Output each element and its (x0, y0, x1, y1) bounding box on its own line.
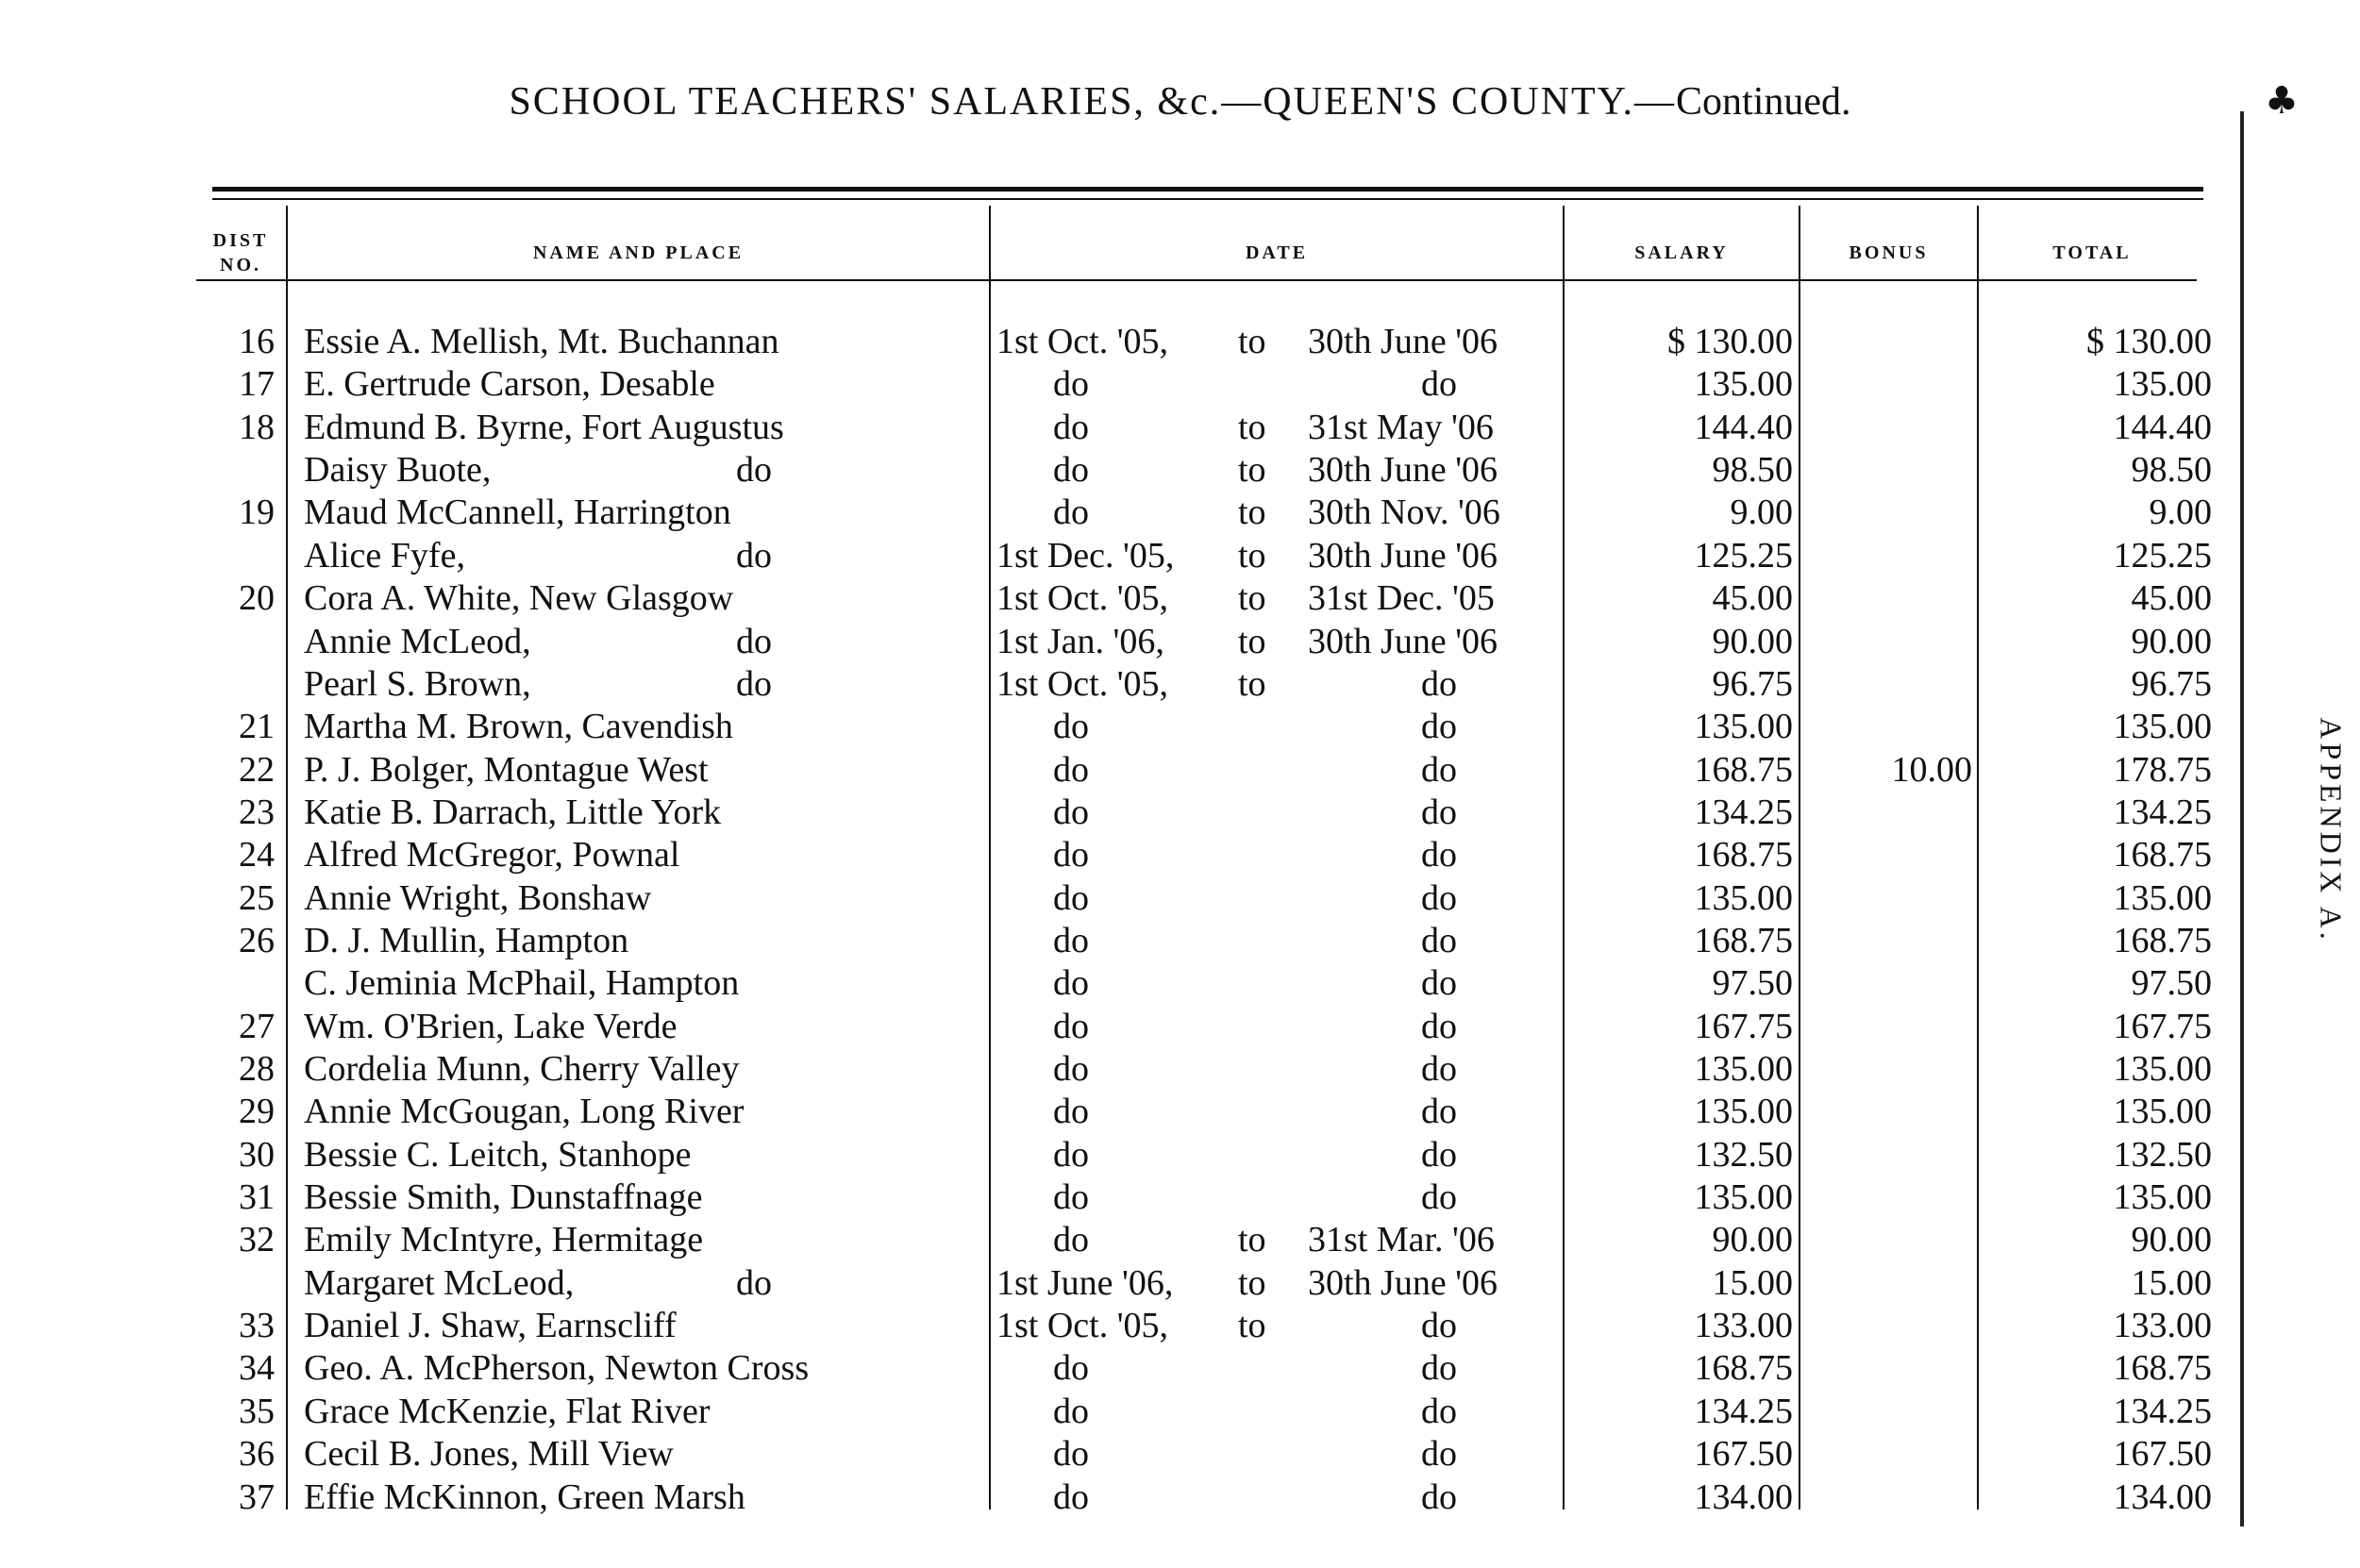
date-from: do (1053, 1348, 1089, 1389)
teacher-name: Annie McLeod, (304, 621, 531, 661)
salary-value: 135.00 (1694, 1049, 1793, 1089)
table-row (0, 407, 2360, 449)
dist-number: 24 (239, 835, 275, 876)
table-row (0, 1347, 2360, 1390)
header-dist-line1: DIST (212, 230, 269, 251)
table-row (0, 363, 2360, 406)
salary-value: 90.00 (1712, 621, 1793, 661)
date-until: do (1421, 877, 1457, 918)
teacher-name: E. Gertrude Carson, Desable (304, 364, 715, 405)
date-from: do (1053, 963, 1089, 1004)
total-value: 135.00 (2113, 707, 2212, 747)
page-title-continued: Continued. (1676, 80, 1851, 124)
teacher-name: Annie Wright, Bonshaw (304, 877, 652, 918)
header-salary: SALARY (1634, 242, 1729, 263)
date-to-word: to (1238, 1262, 1266, 1303)
date-until: 30th June '06 (1308, 450, 1498, 491)
place-ditto: do (736, 450, 772, 491)
teacher-name: Geo. A. McPherson, Newton Cross (304, 1348, 810, 1389)
teacher-name: Maud McCannell, Harrington (304, 492, 731, 533)
table-row (0, 834, 2360, 876)
table-row (0, 577, 2360, 620)
salary-value: 144.40 (1694, 407, 1793, 447)
date-from: do (1053, 749, 1089, 790)
salary-value: 45.00 (1712, 578, 1793, 619)
dist-number: 28 (239, 1049, 275, 1089)
date-to-word: to (1238, 621, 1266, 661)
date-from: 1st Oct. '05, (996, 1306, 1169, 1345)
teacher-name: Essie A. Mellish, Mt. Buchannan (304, 322, 779, 361)
teacher-name: Edmund B. Byrne, Fort Augustus (304, 407, 784, 447)
teacher-name: Alice Fyfe, (304, 535, 465, 575)
header-dist-line2: NO. (220, 255, 261, 275)
total-value: $ 130.00 (2086, 322, 2212, 361)
place-ditto: do (736, 621, 772, 661)
date-until: 31st Dec. '05 (1308, 578, 1495, 619)
date-to-word: to (1238, 450, 1266, 491)
header-dist-no (198, 225, 283, 281)
total-value: 132.50 (2113, 1134, 2212, 1175)
teacher-name: Bessie Smith, Dunstaffnage (304, 1177, 703, 1217)
dist-number: 30 (239, 1134, 275, 1175)
salary-value: 9.00 (1730, 492, 1793, 533)
teacher-name: Martha M. Brown, Cavendish (304, 707, 733, 747)
dist-number: 26 (239, 920, 275, 960)
date-to-word: to (1238, 578, 1266, 619)
date-to-word: to (1238, 535, 1266, 575)
table-row (0, 920, 2360, 962)
dist-number: 37 (239, 1476, 275, 1517)
page-title-main: SCHOOL TEACHERS' SALARIES, &c.—QUEEN'S COUNTY.— (509, 80, 1677, 124)
teacher-name: D. J. Mullin, Hampton (304, 920, 629, 960)
table-row (0, 1262, 2360, 1305)
teacher-name: P. J. Bolger, Montague West (304, 749, 709, 790)
date-until: 31st Mar. '06 (1308, 1220, 1495, 1260)
teacher-name: Bessie C. Leitch, Stanhope (304, 1134, 692, 1175)
date-from: do (1053, 1434, 1089, 1475)
teacher-name: Wm. O'Brien, Lake Verde (304, 1006, 678, 1046)
dist-number: 16 (239, 322, 275, 361)
total-value: 90.00 (2131, 1220, 2212, 1260)
date-from: do (1053, 1092, 1089, 1132)
teacher-name: Emily McIntyre, Hermitage (304, 1220, 704, 1260)
dist-number: 19 (239, 492, 275, 533)
salary-value: 135.00 (1694, 707, 1793, 747)
table-row (0, 1219, 2360, 1261)
bonus-value: 10.00 (1891, 749, 1972, 790)
table-row (0, 1006, 2360, 1048)
table-row (0, 706, 2360, 748)
date-to-word: to (1238, 492, 1266, 533)
total-value: 134.25 (2113, 1391, 2212, 1431)
appendix-label: APPENDIX A. (2314, 717, 2349, 943)
dist-number: 25 (239, 877, 275, 918)
total-value: 9.00 (2149, 492, 2212, 533)
place-ditto: do (736, 535, 772, 575)
date-until: do (1421, 1434, 1457, 1475)
dist-number: 22 (239, 749, 275, 790)
salary-value: 97.50 (1712, 963, 1793, 1004)
date-until: do (1421, 963, 1457, 1004)
date-from: do (1053, 1134, 1089, 1175)
teacher-name: Alfred McGregor, Pownal (304, 835, 680, 876)
total-value: 45.00 (2131, 578, 2212, 619)
date-from: do (1053, 1177, 1089, 1217)
date-until: do (1421, 1134, 1457, 1175)
dist-number: 31 (239, 1177, 275, 1217)
date-from: do (1053, 364, 1089, 405)
teacher-name: Effie McKinnon, Green Marsh (304, 1476, 745, 1517)
date-until: 31st May '06 (1308, 407, 1494, 447)
date-from: do (1053, 1006, 1089, 1046)
total-value: 168.75 (2113, 835, 2212, 876)
teacher-name: Grace McKenzie, Flat River (304, 1391, 711, 1431)
header-name-place: NAME AND PLACE (532, 242, 745, 263)
table-row (0, 1091, 2360, 1133)
date-until: do (1421, 749, 1457, 790)
table-row (0, 877, 2360, 920)
salary-value: 96.75 (1712, 663, 1793, 704)
teacher-name: Margaret McLeod, (304, 1262, 575, 1303)
date-until: do (1421, 792, 1457, 832)
table-row (0, 1048, 2360, 1091)
total-value: 134.00 (2113, 1476, 2212, 1517)
total-value: 168.75 (2113, 1348, 2212, 1389)
salary-value: 168.75 (1694, 749, 1793, 790)
date-from: do (1053, 492, 1089, 533)
salary-value: 167.75 (1694, 1006, 1793, 1046)
table-row (0, 1305, 2360, 1347)
date-from: do (1053, 707, 1089, 747)
total-value: 134.25 (2113, 792, 2212, 832)
teacher-name: Pearl S. Brown, (304, 663, 531, 704)
table-row (0, 492, 2360, 534)
date-to-word: to (1238, 663, 1266, 704)
dist-number: 34 (239, 1348, 275, 1389)
total-value: 98.50 (2131, 450, 2212, 491)
dist-number: 18 (239, 407, 275, 447)
total-value: 167.50 (2113, 1434, 2212, 1475)
dist-number: 32 (239, 1220, 275, 1260)
date-to-word: to (1238, 1220, 1266, 1260)
dist-number: 17 (239, 364, 275, 405)
table-row (0, 663, 2360, 706)
date-until: do (1421, 1049, 1457, 1089)
salary-value: 135.00 (1694, 1092, 1793, 1132)
date-from: 1st Oct. '05, (996, 578, 1169, 619)
date-from: 1st Oct. '05, (996, 322, 1169, 361)
date-until: do (1421, 835, 1457, 876)
date-from: do (1053, 407, 1089, 447)
header-bonus: BONUS (1849, 242, 1929, 263)
salary-value: 168.75 (1694, 1348, 1793, 1389)
date-until: 30th June '06 (1308, 1262, 1498, 1303)
salary-value: 134.00 (1694, 1476, 1793, 1517)
table-row (0, 321, 2360, 363)
date-until: 30th Nov. '06 (1308, 492, 1500, 533)
total-value: 15.00 (2131, 1262, 2212, 1303)
header-total: TOTAL (2052, 242, 2132, 263)
salary-value: 90.00 (1712, 1220, 1793, 1260)
date-from: 1st Dec. '05, (996, 535, 1175, 575)
salary-value: 133.00 (1694, 1306, 1793, 1345)
corner-mark-icon: ♣ (2265, 79, 2299, 123)
salary-value: 167.50 (1694, 1434, 1793, 1475)
date-until: do (1421, 920, 1457, 960)
salary-value: 132.50 (1694, 1134, 1793, 1175)
salary-value: 168.75 (1694, 920, 1793, 960)
table-row (0, 792, 2360, 834)
dist-number: 27 (239, 1006, 275, 1046)
date-from: do (1053, 1391, 1089, 1431)
dist-number: 23 (239, 792, 275, 832)
table-row (0, 449, 2360, 492)
date-from: do (1053, 1476, 1089, 1517)
total-value: 90.00 (2131, 621, 2212, 661)
table-row (0, 1176, 2360, 1219)
date-until: 30th June '06 (1308, 322, 1498, 361)
date-to-word: to (1238, 407, 1266, 447)
date-until: do (1421, 1177, 1457, 1217)
total-value: 135.00 (2113, 1177, 2212, 1217)
table-row (0, 621, 2360, 663)
date-from: do (1053, 877, 1089, 918)
date-until: do (1421, 1476, 1457, 1517)
total-value: 168.75 (2113, 920, 2212, 960)
total-value: 96.75 (2131, 663, 2212, 704)
date-until: do (1421, 1092, 1457, 1132)
salary-value: $ 130.00 (1667, 322, 1793, 361)
dist-number: 35 (239, 1391, 275, 1431)
salary-value: 98.50 (1712, 450, 1793, 491)
salary-value: 135.00 (1694, 364, 1793, 405)
table-top-rule-thick (212, 187, 2203, 192)
teacher-name: C. Jeminia McPhail, Hampton (304, 963, 740, 1004)
total-value: 167.75 (2113, 1006, 2212, 1046)
dist-number: 20 (239, 578, 275, 619)
date-until: do (1421, 364, 1457, 405)
date-until: do (1421, 1391, 1457, 1431)
total-value: 135.00 (2113, 1049, 2212, 1089)
date-until: do (1421, 707, 1457, 747)
place-ditto: do (736, 1262, 772, 1303)
table-row (0, 1433, 2360, 1476)
date-until: do (1421, 1348, 1457, 1389)
place-ditto: do (736, 663, 772, 704)
date-from: 1st June '06, (996, 1262, 1174, 1303)
table-row (0, 1391, 2360, 1433)
table-row (0, 962, 2360, 1005)
table-row (0, 535, 2360, 577)
teacher-name: Daisy Buote, (304, 450, 492, 491)
total-value: 135.00 (2113, 364, 2212, 405)
total-value: 97.50 (2131, 963, 2212, 1004)
salary-value: 135.00 (1694, 1177, 1793, 1217)
salary-value: 134.25 (1694, 792, 1793, 832)
date-until: 30th June '06 (1308, 535, 1498, 575)
salary-value: 134.25 (1694, 1391, 1793, 1431)
salary-value: 135.00 (1694, 877, 1793, 918)
total-value: 178.75 (2113, 749, 2212, 790)
salary-value: 168.75 (1694, 835, 1793, 876)
date-until: do (1421, 1006, 1457, 1046)
teacher-name: Annie McGougan, Long River (304, 1092, 745, 1132)
total-value: 125.25 (2113, 535, 2212, 575)
date-from: do (1053, 920, 1089, 960)
date-from: do (1053, 1220, 1089, 1260)
teacher-name: Daniel J. Shaw, Earnscliff (304, 1306, 677, 1345)
dist-number: 29 (239, 1092, 275, 1132)
date-until: do (1421, 1306, 1457, 1345)
table-row (0, 749, 2360, 792)
salary-value: 15.00 (1712, 1262, 1793, 1303)
date-from: 1st Oct. '05, (996, 663, 1169, 704)
date-to-word: to (1238, 1306, 1266, 1345)
teacher-name: Cora A. White, New Glasgow (304, 578, 734, 619)
date-from: do (1053, 835, 1089, 876)
dist-number: 21 (239, 707, 275, 747)
teacher-name: Cecil B. Jones, Mill View (304, 1434, 674, 1475)
total-value: 135.00 (2113, 1092, 2212, 1132)
date-from: do (1053, 1049, 1089, 1089)
date-until: 30th June '06 (1308, 621, 1498, 661)
date-until: do (1421, 663, 1457, 704)
date-from: do (1053, 450, 1089, 491)
dist-number: 36 (239, 1434, 275, 1475)
date-to-word: to (1238, 322, 1266, 361)
table-row (0, 1134, 2360, 1176)
table-row (0, 1476, 2360, 1519)
table-top-rule-thin (212, 198, 2203, 200)
teacher-name: Katie B. Darrach, Little York (304, 792, 722, 832)
dist-number: 33 (239, 1306, 275, 1345)
page-title (0, 79, 2360, 125)
date-from: do (1053, 792, 1089, 832)
salary-value: 125.25 (1694, 535, 1793, 575)
header-date: DATE (1245, 242, 1309, 263)
teacher-name: Cordelia Munn, Cherry Valley (304, 1049, 740, 1089)
total-value: 135.00 (2113, 877, 2212, 918)
total-value: 133.00 (2113, 1306, 2212, 1345)
date-from: 1st Jan. '06, (996, 621, 1164, 661)
total-value: 144.40 (2113, 407, 2212, 447)
